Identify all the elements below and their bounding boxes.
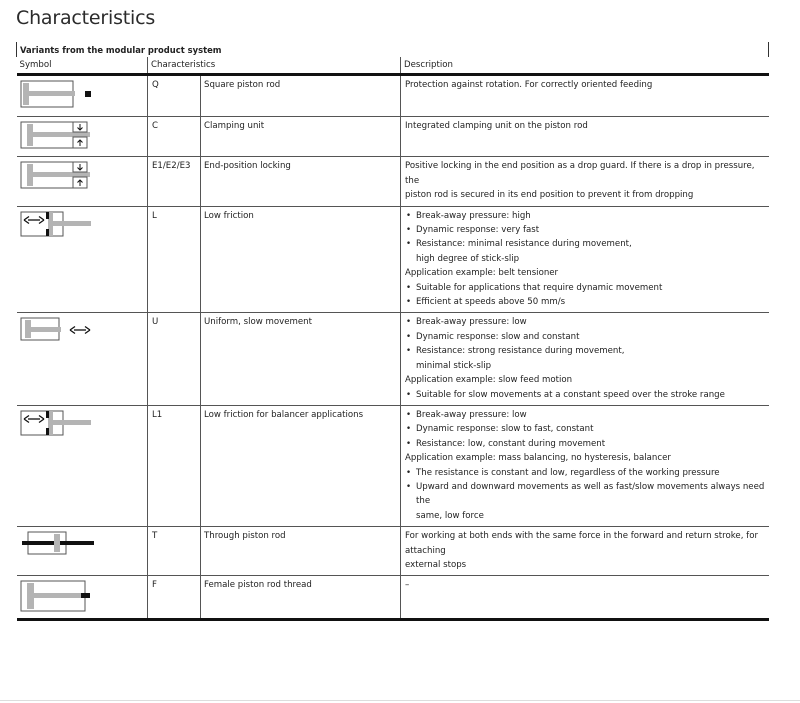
description-text: high degree of stick-slip — [416, 253, 520, 264]
through-piston-rod-symbol-icon — [18, 529, 147, 559]
description-text: Integrated clamping unit on the piston rod — [405, 121, 588, 132]
bullet-icon: • — [406, 317, 412, 328]
header-symbol: Symbol — [17, 57, 148, 75]
description-text: Upward and downward movements as well as fast/slow movements always need the — [416, 481, 765, 507]
table-row — [17, 405, 769, 526]
variant-description — [401, 576, 769, 620]
description-bullet — [405, 223, 767, 237]
variant-description — [401, 527, 769, 576]
variant-code: Q — [148, 75, 201, 117]
description-text: Dynamic response: slow and constant — [416, 331, 580, 342]
description-bullet — [405, 344, 767, 358]
page-title: Characteristics — [16, 7, 156, 29]
bullet-icon: • — [406, 481, 412, 492]
variant-code: U — [148, 313, 201, 405]
variant-name: Low friction — [201, 206, 401, 313]
description-text: Resistance: strong resistance during movement, — [416, 346, 625, 357]
description-text: Break-away pressure: high — [416, 210, 531, 221]
variants-table-container — [16, 42, 768, 621]
table-row — [17, 527, 769, 576]
variant-code: E1/E2/E3 — [148, 157, 201, 206]
symbol-cell — [17, 576, 148, 620]
description-text: Break-away pressure: low — [416, 409, 527, 420]
end-position-locking-symbol-icon — [18, 159, 147, 191]
description-text: Dynamic response: very fast — [416, 225, 540, 236]
description-bullet — [405, 295, 767, 309]
description-text: Resistance: low, constant during movement — [416, 438, 606, 449]
bullet-icon: • — [406, 389, 412, 400]
symbol-cell — [17, 157, 148, 206]
bullet-icon: • — [406, 297, 412, 308]
variant-code: L1 — [148, 405, 201, 526]
table-row — [17, 157, 769, 206]
balancer-low-friction-symbol-icon — [18, 408, 147, 438]
description-text: Suitable for applications that require dynamic movement — [416, 282, 663, 293]
description-bullet — [405, 315, 767, 329]
description-text: Application example: mass balancing, no hysteresis, balancer — [405, 453, 671, 464]
description-text: Protection against rotation. For correctly oriented feeding — [405, 80, 653, 91]
variant-name: Square piston rod — [201, 75, 401, 117]
table-row — [17, 313, 769, 405]
bullet-icon: • — [406, 424, 412, 435]
table-caption-row — [17, 42, 769, 57]
symbol-cell — [17, 405, 148, 526]
description-text: external stops — [405, 559, 467, 570]
description-text: Application example: belt tensioner — [405, 268, 559, 279]
description-text: Resistance: minimal resistance during movement, — [416, 239, 632, 250]
table-row — [17, 117, 769, 157]
variant-name: Female piston rod thread — [201, 576, 401, 620]
variant-name: Uniform, slow movement — [201, 313, 401, 405]
bullet-icon: • — [406, 331, 412, 342]
description-text: For working at both ends with the same force in the forward and return stroke, for attaching — [405, 531, 758, 556]
description-text: Suitable for slow movements at a constant speed over the stroke range — [416, 389, 725, 400]
description-text: Positive locking in the end position as a drop guard. If there is a drop in pressure, the — [405, 161, 755, 186]
variant-code: F — [148, 576, 201, 620]
header-characteristics: Characteristics — [148, 57, 401, 75]
description-bullet — [405, 209, 767, 223]
variant-code: T — [148, 527, 201, 576]
variant-code: L — [148, 206, 201, 313]
symbol-cell — [17, 117, 148, 157]
variant-description — [401, 157, 769, 206]
symbol-cell — [17, 527, 148, 576]
symbol-cell — [17, 75, 148, 117]
description-text: minimal stick-slip — [416, 360, 492, 371]
variant-description — [401, 75, 769, 117]
description-text: – — [405, 580, 410, 591]
table-row — [17, 576, 769, 620]
description-text: same, low force — [416, 510, 484, 521]
bullet-icon: • — [406, 239, 412, 250]
female-thread-symbol-icon — [18, 578, 147, 612]
description-text: Efficient at speeds above 50 mm/s — [416, 297, 566, 308]
header-description: Description — [401, 57, 769, 75]
description-text: Break-away pressure: low — [416, 317, 527, 328]
variant-name: Low friction for balancer applications — [201, 405, 401, 526]
description-text: piston rod is secured in its end position to prevent it from dropping — [405, 190, 694, 201]
description-bullet — [405, 480, 767, 509]
clamping-unit-symbol-icon — [18, 119, 147, 151]
bullet-icon: • — [406, 346, 412, 357]
symbol-cell — [17, 206, 148, 313]
variant-description — [401, 117, 769, 157]
variant-name: End-position locking — [201, 157, 401, 206]
variant-description — [401, 405, 769, 526]
square-piston-rod-symbol-icon — [18, 78, 147, 110]
uniform-slow-movement-symbol-icon — [18, 315, 147, 345]
bullet-icon: • — [406, 225, 412, 236]
description-bullet — [405, 408, 767, 422]
bullet-icon: • — [406, 282, 412, 293]
description-bullet — [405, 237, 767, 251]
table-row — [17, 206, 769, 313]
description-bullet — [405, 422, 767, 436]
description-text: The resistance is constant and low, regardless of the working pressure — [416, 467, 720, 478]
table-header-row — [17, 57, 769, 75]
bullet-icon: • — [406, 467, 412, 478]
variants-table — [16, 42, 769, 621]
description-bullet — [405, 437, 767, 451]
symbol-cell — [17, 313, 148, 405]
variant-description — [401, 313, 769, 405]
bullet-icon: • — [406, 210, 412, 221]
description-bullet — [405, 388, 767, 402]
variant-name: Clamping unit — [201, 117, 401, 157]
description-bullet — [405, 466, 767, 480]
bullet-icon: • — [406, 409, 412, 420]
variant-code: C — [148, 117, 201, 157]
description-bullet — [405, 330, 767, 344]
description-text: Dynamic response: slow to fast, constant — [416, 424, 594, 435]
description-text: Application example: slow feed motion — [405, 375, 573, 386]
variant-description — [401, 206, 769, 313]
description-bullet — [405, 281, 767, 295]
variant-name: Through piston rod — [201, 527, 401, 576]
bullet-icon: • — [406, 438, 412, 449]
page-bottom-divider — [0, 700, 800, 701]
table-caption: Variants from the modular product system — [17, 42, 769, 57]
table-row — [17, 75, 769, 117]
low-friction-symbol-icon — [18, 209, 147, 239]
